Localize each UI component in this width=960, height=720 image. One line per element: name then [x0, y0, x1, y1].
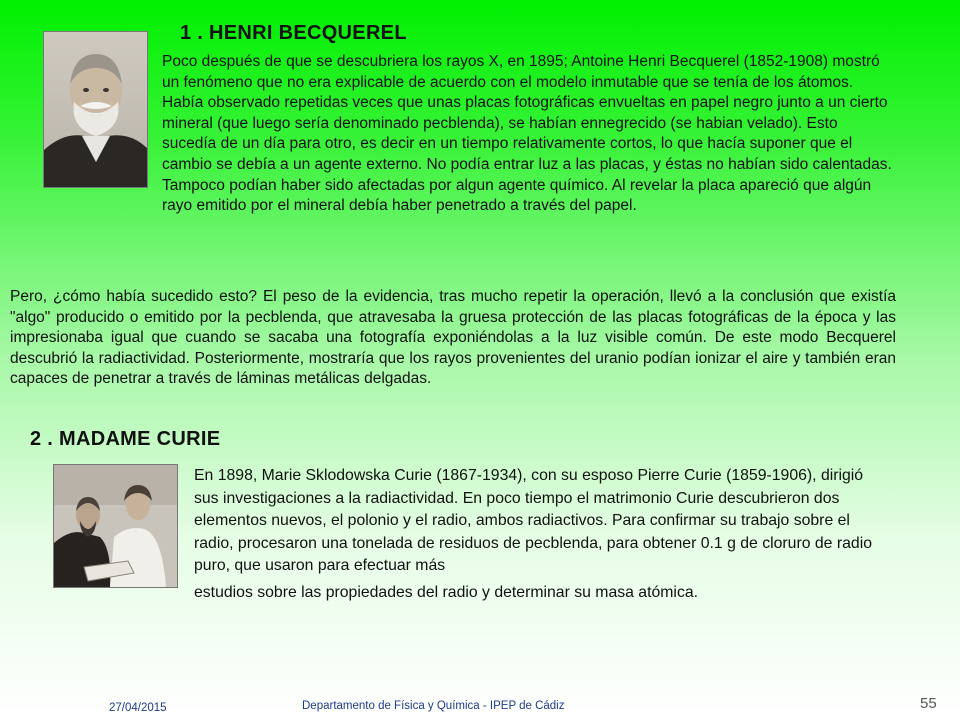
portrait-photo-icon: [44, 32, 147, 187]
section2-paragraph: En 1898, Marie Sklodowska Curie (1867-1934), con su esposo Pierre Curie (1859-1906), dirigió sus investigaciones a la radiactividad. En poco tiempo el matrimonio Curie descubrieron dos elementos nuevos, el polonio y el radio, ambos radiactivos. Para confirmar su trabajo sobre el radio, procesaron una tonelada de residuos de pecblenda, para obtener 0.1 g de cloruro de radio puro, que usaron para efectuar más: [194, 467, 872, 575]
footer-date: 27/04/2015: [109, 702, 167, 714]
portrait-photo-icon: [54, 465, 177, 587]
page-number: 55: [920, 695, 937, 712]
section1-heading: 1 . HENRI BECQUEREL: [180, 22, 407, 44]
becquerel-portrait: [43, 31, 148, 188]
section2-heading: 2 . MADAME CURIE: [30, 428, 221, 450]
section1-paragraph: Poco después de que se descubriera los rayos X, en 1895; Antoine Henri Becquerel (1852-1908) mostró un fenómeno que no era explicable de acuerdo con el modelo inmutable que se tenía de los átomos. Había observado repetidas veces que unas placas fotográficas envueltas en papel negro junto a un cierto mineral (que luego sería denominado pecblenda), se habían ennegrecido (se habian velado). Esto sucedía de un día para otro, es decir en un tiempo relativamente cortos, lo que hacía suponer que el cambio se debía a un agente externo. No podía entrar luz a las placas, y éstas no habían sido calentadas. Tampoco podían haber sido afectadas por algun agente químico. Al revelar la placa apareció que algún rayo emitido por el mineral debía haber penetrado a través del papel.: [162, 53, 892, 215]
section2-paragraph-last-line: estudios sobre las propiedades del radio y determinar su masa atómica.: [194, 584, 699, 601]
footer-department: Departamento de Física y Química - IPEP de Cádiz: [302, 700, 565, 712]
section1-paragraph-continued: Pero, ¿cómo había sucedido esto? El peso de la evidencia, tras mucho repetir la operación, llevó a la conclusión que existía "algo" producido o emitido por la pecblenda, que atravesaba la gruesa protección de las placas fotográficas de la época y las impresionaba igual que cuando se sacaba una fotografía exponiéndolas a la luz visible común. De este modo Becquerel descubrió la radiactividad. Posteriormente, mostraría que los rayos provenientes del uranio podían ionizar el aire y también eran capaces de penetrar a través de láminas metálicas delgadas.: [10, 288, 896, 388]
curie-portrait: [53, 464, 178, 588]
